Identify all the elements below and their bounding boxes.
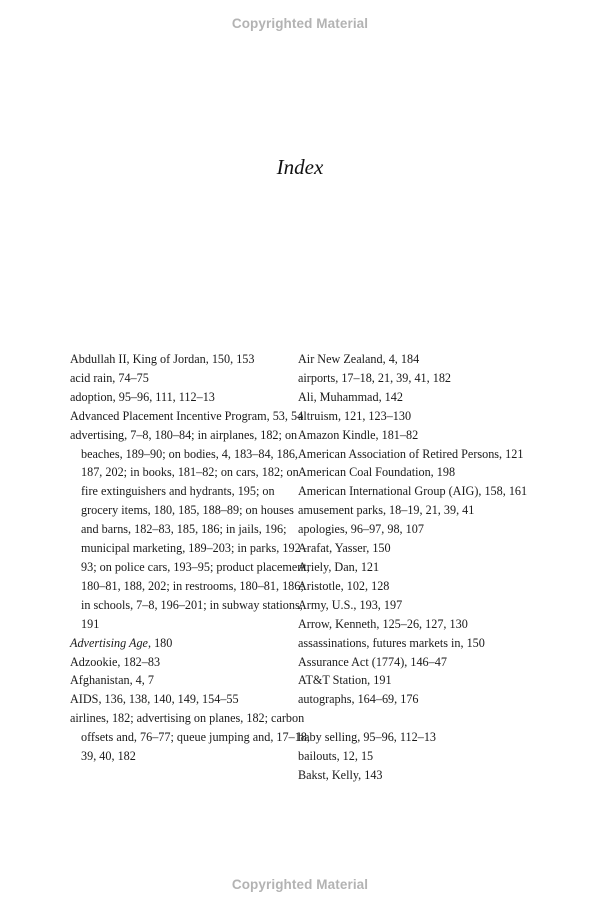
index-entry: bailouts, 12, 15 [298,749,374,764]
watermark-bottom: Copyrighted Material [231,877,369,892]
index-entry: altruism, 121, 123–130 [298,408,412,423]
index-entry: AIDS, 136, 138, 140, 149, 154–55 [70,692,239,707]
index-entry-title: Advertising Age [70,635,148,650]
index-entry: baby selling, 95–96, 112–13 [298,730,437,745]
index-entry: Aristotle, 102, 128 [298,578,390,593]
index-entry: Arafat, Yasser, 150 [298,541,391,556]
index-entry: apologies, 96–97, 98, 107 [298,522,424,537]
index-entry-pages: , 180 [147,635,173,650]
watermark-top: Copyrighted Material [231,16,369,31]
index-column-left [70,350,310,766]
index-entry: Air New Zealand, 4, 184 [298,352,420,366]
index-entry: Assurance Act (1774), 146–47 [298,654,447,669]
index-entry: Army, U.S., 193, 197 [298,597,403,612]
index-entry: Adzookie, 182–83 [70,654,161,669]
index-entry: advertising, 7–8, 180–84; in airplanes, 182; on beaches, 189–90; on bodies, 4, 183–84, 186, 187, 202; in books, 181–82; on cars, 182; on fire extinguishers and hydrants, 195; on grocery items, 180, 185, 188–89; on houses and barns, 182–83, 185, 186; in jails, 196; municipal marketing, 189–203; in parks, 192–93; on police cars, 193–95; product placement, 180–81, 188, 202; in restrooms, 180–81, 186; in schools, 7–8, 196–201; in subway stations, 191 [70,427,310,631]
index-entry: airports, 17–18, 21, 39, 41, 182 [298,370,452,385]
index-entry: Abdullah II, King of Jordan, 150, 153 [70,352,255,366]
index-entry: assassinations, futures markets in, 150 [298,635,485,650]
index-entry: American International Group (AIG), 158, 161 [298,484,528,499]
index-entry: Ariely, Dan, 121 [298,559,380,574]
index-entry: Arrow, Kenneth, 125–26, 127, 130 [298,616,468,631]
index-entry: airlines, 182; advertising on planes, 182; carbon offsets and, 76–77; queue jumping and, 17–18, 39, 40, 182 [70,711,310,764]
index-entry: American Association of Retired Persons, 121 [298,446,524,461]
index-entry: Amazon Kindle, 181–82 [298,427,419,442]
index-entry: acid rain, 74–75 [70,370,149,385]
index-entry [70,634,310,653]
index-entry: Bakst, Kelly, 143 [298,767,383,782]
index-entry: Advanced Placement Incentive Program, 53, 54 [70,408,304,423]
index-entry: autographs, 164–69, 176 [298,692,419,707]
index-entry: adoption, 95–96, 111, 112–13 [70,389,215,404]
index-entry: American Coal Foundation, 198 [298,465,456,480]
page-title: Index [276,155,324,179]
section-gap [298,709,530,728]
index-column-right [298,350,530,785]
index-entry: Afghanistan, 4, 7 [70,673,154,688]
index-entry: Ali, Muhammad, 142 [298,389,403,404]
index-entry: AT&T Station, 191 [298,673,392,688]
index-entry: amusement parks, 18–19, 21, 39, 41 [298,503,475,518]
